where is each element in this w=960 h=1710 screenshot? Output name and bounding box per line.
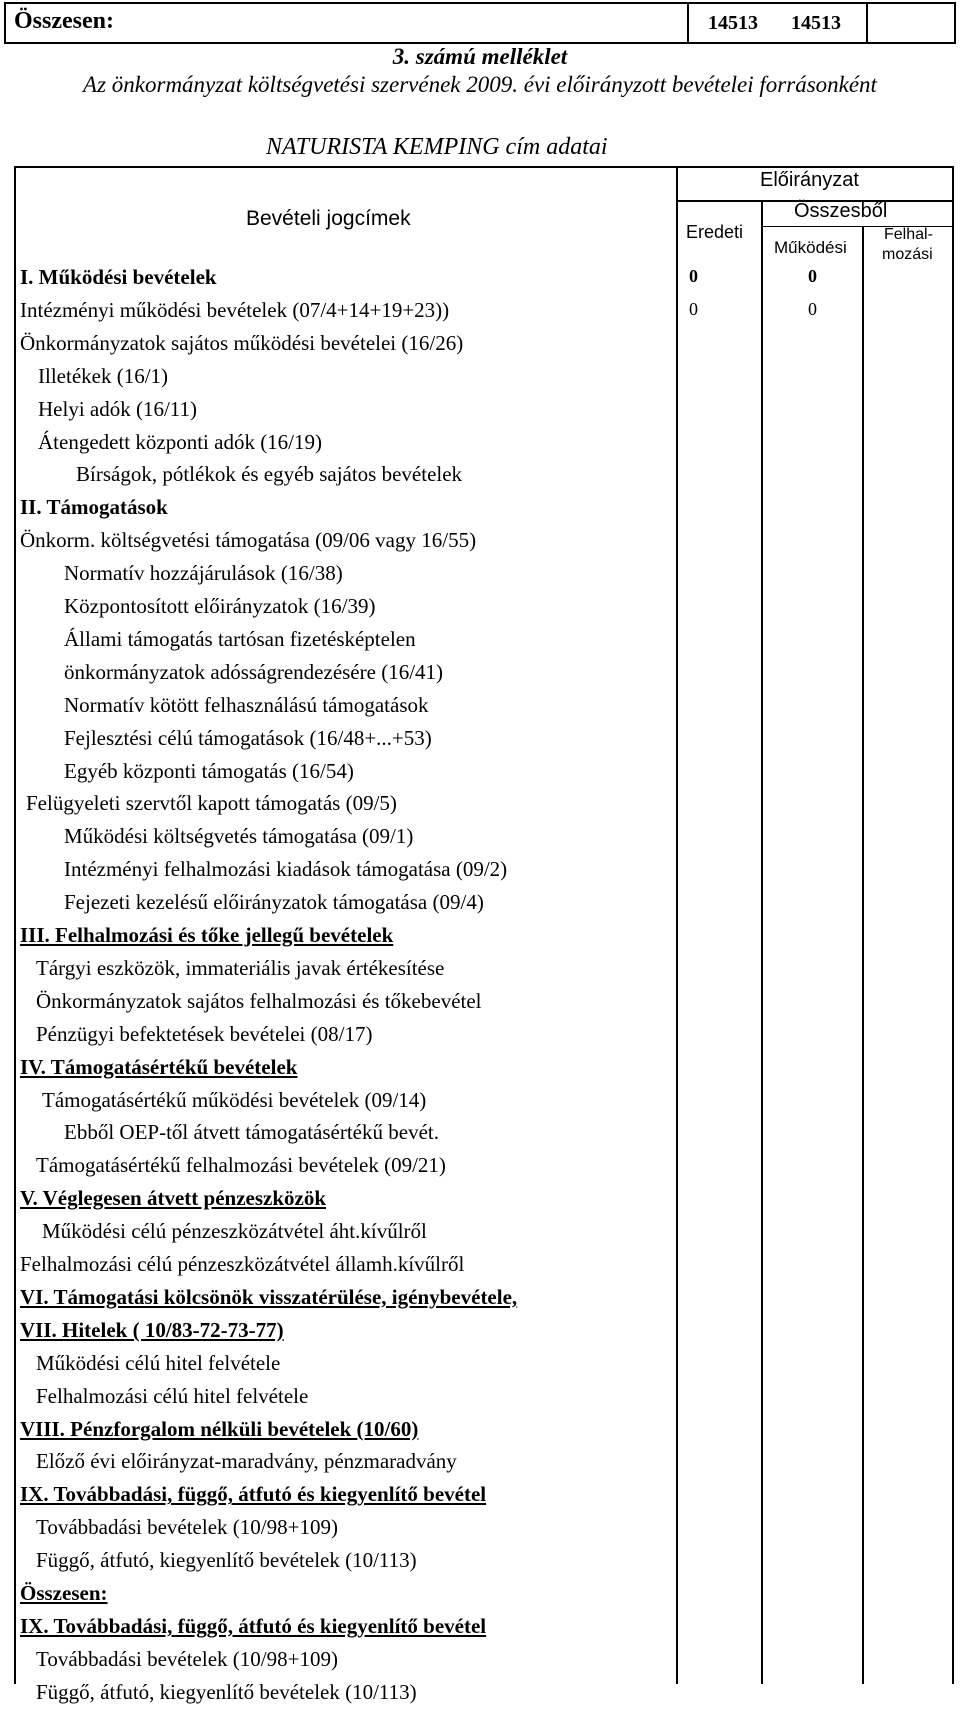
table-row [16,953,676,986]
row-label: I. Működési bevételek [20,265,217,289]
table-row [16,1117,676,1150]
row-label: Átengedett központi adók (16/19) [38,429,323,454]
table-row [16,1315,676,1348]
row-label: Intézményi működési bevételek (07/4+14+19+23)) [20,297,450,322]
table-row [16,788,676,821]
col-divider-mukodesi [862,226,864,1684]
table-row [16,624,676,657]
column-header-felhalmozasi-1: Felhal- [884,226,933,243]
column-header-mukodesi: Működési [774,238,847,257]
row-label: Önkormányzatok sajátos felhalmozási és tőkebevétel [36,988,482,1013]
table-row [16,427,676,460]
row-label: Továbbadási bevételek (10/98+109) [36,1515,338,1540]
summary-value-1: 14513 [708,12,758,34]
table-row [16,525,676,558]
row-label: Működési költségvetés támogatása (09/1) [64,824,414,849]
summary-label: Összesen: [14,8,114,34]
col-divider-main [676,166,678,1684]
table-row [16,821,676,854]
row-label: Ebből OEP-től átvett támogatásértékű bevét. [64,1120,439,1145]
row-label: Egyéb központi támogatás (16/54) [64,758,354,783]
row-label: Függő, átfutó, kiegyenlítő bevételek (10/113) [36,1679,417,1704]
row-label: IV. Támogatásértékű bevételek [20,1054,298,1079]
table-row [16,657,676,690]
row-label: Normatív hozzájárulások (16/38) [64,561,343,586]
eredeti-value: 0 [689,266,698,286]
row-label: Felhalmozási célú pénzeszközátvétel államh.kívűlről [20,1252,465,1276]
eredeti-value: 0 [689,298,698,319]
row-label: Önkormányzatok sajátos működési bevételei (16/26) [20,330,464,355]
table-row [16,459,676,492]
table-row [16,1381,676,1414]
table-row [16,1644,676,1677]
row-label: Állami támogatás tartósan fizetésképtelen [64,626,416,651]
table-row [16,1512,676,1545]
row-label: Működési célú hitel felvétele [36,1350,281,1375]
document-title: Az önkormányzat költségvetési szervének 2009. évi előirányzott bevételei forrásonként [83,72,877,97]
row-label: Függő, átfutó, kiegyenlítő bevételek (10/113) [36,1548,417,1573]
table-row [16,1085,676,1118]
row-label: Bírságok, pótlékok és egyéb sajátos bevételek [76,462,463,487]
row-label: VIII. Pénzforgalom nélküli bevételek (10/60) [20,1416,419,1441]
row-label: Előző évi előirányzat-maradvány, pénzmaradvány [36,1449,457,1474]
table-row [16,492,676,525]
column-header-osszesbol: Összesből [794,200,888,222]
summary-value-2: 14513 [791,12,841,34]
summary-divider-2 [866,4,868,42]
row-label: önkormányzatok adósságrendezésére (16/41) [64,659,444,684]
row-label: Pénzügyi befektetések bevételei (08/17) [36,1021,373,1046]
table-row [16,295,676,328]
row-label: II. Támogatások [20,495,168,520]
row-label: V. Véglegesen átvett pénzeszközök [20,1186,327,1211]
table-row [16,1446,676,1479]
row-label: Támogatásértékű felhalmozási bevételek (09/21) [36,1153,446,1178]
table-row [16,986,676,1019]
row-label: Illetékek (16/1) [38,363,169,388]
row-label: Felügyeleti szervtől kapott támogatás (09/5) [26,791,397,816]
table-row [16,1282,676,1315]
table-row [16,328,676,361]
row-label: Továbbadási bevételek (10/98+109) [36,1646,338,1671]
table-row [16,1414,676,1447]
row-label: Összesen: [20,1581,108,1605]
annex-number: 3. számú melléklet [392,44,568,69]
summary-row [4,2,956,44]
row-label: VI. Támogatási kölcsönök visszatérülése, igénybevétele, [20,1284,518,1309]
table-row [16,690,676,723]
row-label: Helyi adók (16/11) [38,396,198,421]
column-header-jogcimek: Bevételi jogcímek [246,207,411,230]
mukodesi-value: 0 [808,298,817,319]
mukodesi-value: 0 [808,266,817,286]
table-row [16,1019,676,1052]
table-row [16,887,676,920]
table-row [16,1578,676,1611]
table-row [16,1249,676,1282]
table-row [16,558,676,591]
row-label: Felhalmozási célú hitel felvétele [36,1383,309,1408]
table-row [16,1183,676,1216]
table-row [16,262,676,295]
table-row [16,1677,676,1710]
table-row [16,1052,676,1085]
row-label: Működési célú pénzeszközátvétel áht.kívűlről [42,1219,427,1244]
col-divider-eredeti [761,200,763,1684]
row-label: IX. Továbbadási, függő, átfutó és kiegyenlítő bevétel [20,1613,487,1638]
table-row [16,361,676,394]
summary-divider-1 [687,4,689,42]
row-label: Fejezeti kezelésű előirányzatok támogatása (09/4) [64,890,484,915]
column-header-eredeti: Eredeti [686,222,744,242]
row-label: VII. Hitelek ( 10/83-72-73-77) [20,1317,284,1342]
table-row [16,394,676,427]
table-row [16,591,676,624]
row-label: Intézményi felhalmozási kiadások támogatása (09/2) [64,857,508,882]
table-row [16,1479,676,1512]
row-label: Normatív kötött felhasználású támogatások [64,692,429,717]
row-label: Központosított előirányzatok (16/39) [64,594,376,618]
table-row [16,854,676,887]
table-row [16,1545,676,1578]
row-label: III. Felhalmozási és tőke jellegű bevételek [20,923,394,947]
row-label: Támogatásértékű működési bevételek (09/14) [42,1087,427,1112]
table-row [16,723,676,756]
column-header-eloiranyzat: Előirányzat [760,169,859,191]
row-label: Fejlesztési célú támogatások (16/48+...+53) [64,725,432,750]
row-label: IX. Továbbadási, függő, átfutó és kiegyenlítő bevétel [20,1482,487,1507]
row-label: Tárgyi eszközök, immateriális javak értékesítése [36,955,445,980]
column-header-felhalmozasi-2: mozási [882,246,933,263]
table-row [16,756,676,789]
table-row [16,1216,676,1249]
table-row [16,1611,676,1644]
table-row [16,1150,676,1183]
table-row [16,920,676,953]
row-label: Önkorm. költségvetési támogatása (09/06 vagy 16/55) [20,528,477,553]
section-title: NATURISTA KEMPING cím adatai [266,134,608,160]
table-row [16,1348,676,1381]
